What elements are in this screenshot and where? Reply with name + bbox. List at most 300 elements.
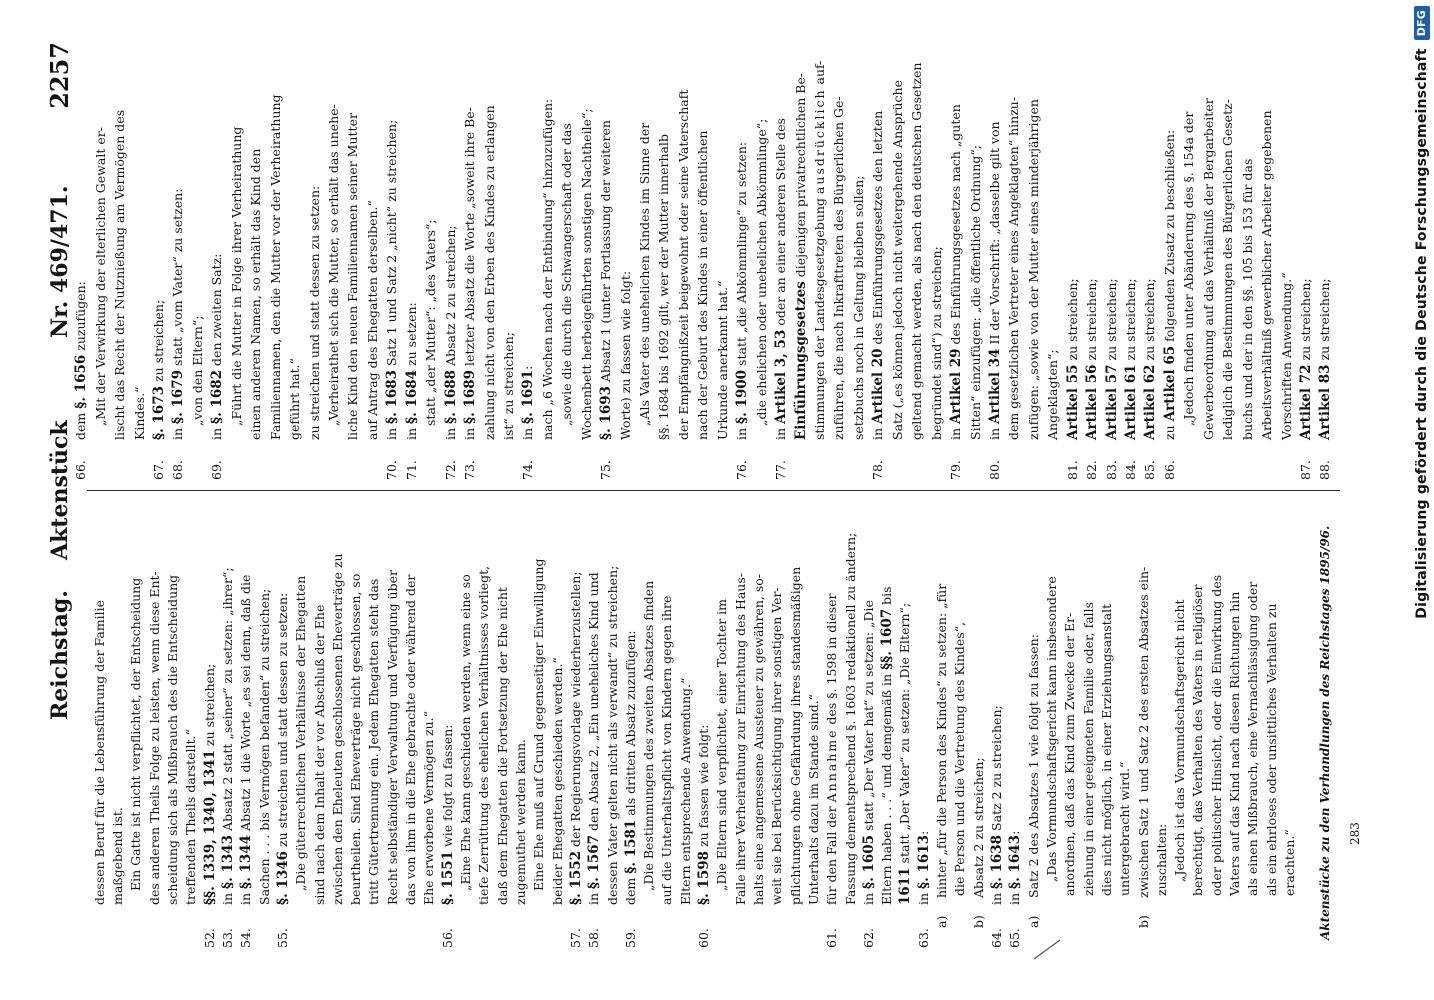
text-segment: Absatz 2 statt „seiner“ zu setzen: „ihrer“; <box>220 567 235 835</box>
text-segment: diejenigen privatrechtlichen Be- <box>792 72 808 282</box>
document-line <box>237 490 255 960</box>
bold-reference: §. 1683 <box>384 369 401 424</box>
text-segment: stimmungen der Landesgesetzgebung <box>812 194 828 440</box>
line-text <box>567 572 585 905</box>
text-segment: als einen Mißbrauch, eine Vernachlässigung oder <box>1245 581 1261 896</box>
document-line <box>127 490 145 960</box>
line-text <box>1277 272 1296 440</box>
text-segment: : <box>915 830 931 835</box>
document-line <box>343 40 362 490</box>
document-line <box>654 40 673 490</box>
line-text <box>654 134 673 440</box>
document-line <box>752 40 771 490</box>
document-line <box>365 490 383 960</box>
line-text <box>457 574 475 891</box>
text-segment: zu streichen; <box>151 299 167 386</box>
text-segment: „Die Bestimmungen des zweiten Absatzes finden <box>641 580 657 891</box>
bold-reference: §. 1598 <box>696 850 713 905</box>
text-segment: Kindes.“ <box>131 386 147 440</box>
text-segment: „Als Vater des unehelichen Kindes im Sinne der <box>637 122 653 426</box>
line-text <box>805 694 823 905</box>
text-segment: begründet sind“) zu streichen; <box>928 246 944 440</box>
text-segment: nach „6 Wochen nach der Entbindung“ hinzuzufügen: <box>539 98 555 440</box>
item-number: 61. <box>824 928 840 948</box>
document-line <box>829 40 848 490</box>
item-number: 83. <box>1103 460 1119 480</box>
line-text <box>499 332 518 440</box>
line-text <box>713 281 732 440</box>
line-text <box>1160 130 1180 440</box>
line-text <box>849 176 868 440</box>
document-line <box>970 490 988 960</box>
line-text <box>518 366 538 440</box>
line-text <box>693 131 712 440</box>
item-number: 77. <box>773 460 789 480</box>
document-line <box>732 490 750 960</box>
bold-reference: §. 1605 <box>860 834 877 889</box>
line-text <box>1171 599 1189 882</box>
bold-reference: 1611 <box>897 867 914 905</box>
text-segment: Sitten“ einzufügen: „die öffentliche Ordnung“; <box>967 145 983 440</box>
document-line <box>622 490 640 960</box>
sub-item-label: a) <box>934 915 950 928</box>
line-text <box>460 107 480 440</box>
document-line <box>274 490 292 960</box>
text-segment: dies nicht möglich, in einer Erziehungsanstalt <box>1098 603 1114 896</box>
document-line <box>1082 40 1101 490</box>
bold-reference: §. 1551 <box>439 850 456 905</box>
funding-strip <box>1412 6 1432 994</box>
bold-reference: §§. 1607 <box>879 608 896 670</box>
line-text <box>305 186 324 440</box>
text-segment: in <box>948 423 964 440</box>
document-line <box>110 40 129 490</box>
document-line <box>750 490 768 960</box>
document-line <box>966 40 985 490</box>
document-line <box>635 40 654 490</box>
text-segment: untergebracht wird.“ <box>1117 761 1133 896</box>
document-line <box>363 40 382 490</box>
document-line <box>1218 40 1237 490</box>
text-segment: des Einführungsgesetzes den letzten <box>870 110 886 349</box>
text-segment: hinter „für die Person des Kindes“ zu setzen: „für <box>934 583 950 898</box>
line-text <box>1218 99 1237 440</box>
text-segment: letzter Absatz die Worte „soweit ihre Be- <box>462 107 478 370</box>
bold-reference: Artikel 83 <box>1317 364 1334 440</box>
document-line <box>988 490 1006 960</box>
text-segment: Sachen . . . bis Vermögen befanden“ zu streichen; <box>256 588 272 905</box>
item-number: 84. <box>1123 460 1139 480</box>
text-segment: in <box>1007 888 1023 905</box>
document-line <box>1024 40 1043 490</box>
document-line <box>329 490 347 960</box>
document-line <box>256 490 274 960</box>
text-segment: Ehe erworbene Vermögen zu.“ <box>421 711 437 905</box>
text-segment: Absatz 2 zu streichen; <box>970 757 986 898</box>
bold-reference: §. 1344 <box>238 834 255 889</box>
item-number: 66. <box>73 460 89 480</box>
bold-reference: §. 1656 <box>73 354 90 409</box>
text-segment: zu fassen wie folgt: <box>696 724 712 851</box>
item-number: 82. <box>1084 460 1100 480</box>
text-segment: Annahme <box>824 728 840 803</box>
line-text <box>365 579 383 905</box>
text-segment: Unterhalts dazu im Stande sind.“ <box>805 693 821 905</box>
text-segment: in <box>220 888 235 905</box>
item-number: 62. <box>860 928 876 948</box>
line-text <box>439 725 457 905</box>
document-line <box>1116 490 1134 960</box>
document-line <box>71 40 90 490</box>
document-line <box>266 40 285 490</box>
document-line <box>1199 40 1218 490</box>
text-segment: auf Antrag des Ehegatten derselben.“ <box>364 200 380 440</box>
line-text <box>1043 349 1062 440</box>
dfg-logo-icon: DFG <box>1414 6 1430 40</box>
line-text <box>750 574 768 905</box>
line-text <box>1208 575 1226 896</box>
item-number: 54. <box>238 928 254 948</box>
line-text <box>329 553 347 905</box>
text-segment: zu <box>1161 421 1177 440</box>
text-segment: zu setzen: <box>403 302 419 370</box>
document-line <box>382 40 401 490</box>
line-text <box>512 739 530 905</box>
text-segment: ziehung in einer geeigneten Familie oder, falls <box>1080 601 1096 896</box>
line-text <box>1226 592 1244 896</box>
text-segment: in <box>403 423 419 440</box>
text-segment: zwischen den Eheleuten geschlossenen Eheverträge zu <box>329 553 345 905</box>
text-segment: Absatz 2 zu streichen; <box>442 225 458 370</box>
document-line <box>823 490 841 960</box>
line-text <box>237 575 255 905</box>
line-text <box>384 570 402 905</box>
text-segment: dem <box>622 873 638 905</box>
document-line <box>475 490 493 960</box>
line-text <box>1063 278 1083 440</box>
bold-reference: §. 1613 <box>915 834 932 889</box>
document-line <box>810 40 829 490</box>
line-text <box>713 599 731 891</box>
document-line <box>91 490 109 960</box>
document-line <box>347 490 365 960</box>
document-line <box>480 40 499 490</box>
bold-reference: Artikel 29 <box>948 348 965 424</box>
line-text <box>1025 634 1043 898</box>
item-number: 86. <box>1161 460 1177 480</box>
text-segment: „Jedoch finden unter Abänderung des §. 154a der <box>1181 111 1197 426</box>
document-line <box>207 40 226 490</box>
text-segment: Vaters auf das Kind nach diesen Richtungen hin <box>1227 591 1243 896</box>
document-line <box>1061 490 1079 960</box>
page-number: 2257 <box>45 42 74 109</box>
document-line <box>1006 490 1024 960</box>
line-text <box>557 123 576 426</box>
text-segment: anordnen, daß das Kind zum Zwecke der Er- <box>1062 612 1078 896</box>
line-text <box>1080 602 1098 896</box>
line-text <box>622 630 640 905</box>
text-segment: des §. 1598 in dieser <box>824 593 840 729</box>
document-line <box>732 40 751 490</box>
document-line <box>896 490 914 960</box>
line-text <box>658 596 676 905</box>
line-text <box>1179 112 1198 426</box>
document-line <box>188 40 207 490</box>
line-text <box>1024 99 1043 440</box>
line-text <box>382 120 402 440</box>
text-segment: „Jedoch ist das Vormundschaftsgericht nicht <box>1172 599 1188 882</box>
line-text <box>768 587 786 905</box>
line-text <box>1244 582 1262 896</box>
item-number: 78. <box>870 460 886 480</box>
line-text <box>494 587 512 905</box>
text-segment: in <box>462 423 478 440</box>
text-segment: Arbeitsverhältniß gewerblicher Arbeiter gegebenen <box>1259 110 1275 440</box>
line-text <box>347 574 365 905</box>
document-line <box>677 490 695 960</box>
line-text <box>311 605 329 905</box>
item-number: 73. <box>462 460 478 480</box>
text-segment: zu streichen; <box>1317 278 1333 365</box>
text-segment: Ein Gatte ist nicht verpflichtet, der Entscheidung <box>128 577 144 891</box>
text-segment: lischt das Recht der Nutznießung am Vermögen des <box>112 109 128 440</box>
line-text <box>164 575 182 905</box>
text-segment: in <box>986 423 1002 440</box>
text-segment: zugemuthet werden kann. <box>512 738 528 905</box>
document-line <box>1063 40 1082 490</box>
line-text <box>878 586 896 905</box>
document-line <box>1244 490 1262 960</box>
text-segment: geführt hat.“ <box>287 358 303 440</box>
text-segment: zuführen, die nach Inkrafttreten des Bürgerlichen Ge- <box>831 96 847 440</box>
document-line <box>1171 490 1189 960</box>
line-text <box>674 90 693 440</box>
item-number: 56. <box>439 928 455 948</box>
document-line <box>530 490 548 960</box>
line-text <box>109 807 127 905</box>
document-line <box>1153 490 1171 960</box>
document-line <box>933 490 951 960</box>
text-segment: in <box>870 423 886 440</box>
item-number: 70. <box>384 460 400 480</box>
item-number: 64. <box>989 928 1005 948</box>
line-text <box>585 572 603 905</box>
text-segment: Satz 2 zu streichen; <box>989 705 1005 835</box>
item-number: 76. <box>734 460 750 480</box>
line-text <box>1006 831 1024 905</box>
text-segment: „Die güterrechtlichen Verhältnisse der Ehegatten <box>293 575 309 891</box>
line-text <box>951 622 969 896</box>
text-segment: Eltern haben . . .“ und demgemäß in <box>879 669 895 905</box>
document-line <box>182 490 200 960</box>
document-line <box>951 490 969 960</box>
text-segment: Angeklagten“; <box>1045 349 1061 440</box>
item-number: 68. <box>170 460 186 480</box>
bold-reference: §. 1346 <box>274 850 291 905</box>
text-segment: dem <box>73 408 89 440</box>
document-line <box>1004 40 1023 490</box>
text-segment: tritt Gütertrennung ein. Jedem Ehegatten steht das <box>366 578 382 905</box>
bold-reference: §. 1673 <box>151 385 168 440</box>
text-segment: des anderen Theils Folge zu leisten, wenn diese Ent- <box>146 571 162 905</box>
bold-reference: Artikel 62 <box>1142 364 1159 440</box>
text-segment: zuschalten: <box>1153 823 1169 896</box>
document-line <box>324 40 343 490</box>
bold-reference: Artikel 61 <box>1123 364 1140 440</box>
text-segment: der Regierungsvorlage wiederherzustellen; <box>567 571 583 851</box>
line-text <box>927 246 946 440</box>
bold-reference: §. 1679 <box>170 369 187 424</box>
text-segment: nach der Geburt des Kindes in einer öffentlichen <box>695 130 711 440</box>
text-segment: daß dem Ehegatten die Fortsetzung der Ehe nicht <box>494 587 510 905</box>
line-text <box>441 225 461 440</box>
text-segment: zwischen Satz 1 und Satz 2 des ersten Absatzes ein- <box>1135 566 1151 898</box>
line-text <box>988 705 1006 905</box>
line-text <box>480 105 499 440</box>
text-segment: wie folgt zu fassen: <box>439 724 455 851</box>
line-text <box>1189 585 1207 896</box>
text-segment: buchs und der in den §§. 105 bis 153 für das <box>1239 158 1255 440</box>
text-segment: statt „Der Vater“ zu setzen: „Die Eltern“; <box>897 602 913 868</box>
text-segment: oder an einer anderen Stelle des <box>773 118 789 330</box>
text-segment: in <box>170 423 186 440</box>
text-segment: „Die Eltern sind verpflichtet, einer Tochter im <box>714 598 730 891</box>
document-line <box>538 40 557 490</box>
text-segment: auf die Unterhaltspflicht von Kindern gegen ihre <box>659 595 675 905</box>
line-text <box>933 584 951 898</box>
text-segment: Urkunde anerkannt hat.“ <box>714 280 730 440</box>
document-line <box>1238 40 1257 490</box>
pencil-mark <box>1030 938 1062 960</box>
document-line <box>149 40 168 490</box>
text-segment: in <box>238 888 254 905</box>
text-segment: : <box>1007 830 1023 835</box>
text-segment: des Einführungsgesetzes nach „guten <box>948 104 964 349</box>
footer-reference: Aktenstücke zu den Verhandlungen des Reichstages 1895/96. <box>1318 525 1332 940</box>
line-text <box>1098 604 1116 896</box>
document-line <box>1080 490 1098 960</box>
line-text <box>292 576 310 891</box>
document-line <box>915 490 933 960</box>
text-segment: „Das Vormundschaftsgericht kann insbesondere <box>1043 576 1059 882</box>
document-line <box>441 40 460 490</box>
document-line <box>285 40 304 490</box>
line-text <box>787 567 805 905</box>
document-line <box>674 40 693 490</box>
bold-reference: §. 1638 <box>989 834 1006 889</box>
document-line <box>567 490 585 960</box>
item-number: 57. <box>567 928 583 948</box>
document-line <box>494 490 512 960</box>
document-line <box>946 40 965 490</box>
line-text <box>266 94 285 440</box>
line-text <box>791 73 811 440</box>
line-text <box>596 120 616 440</box>
text-segment: den Absatz 2, „Ein uneheliches Kind und <box>586 572 602 835</box>
line-text <box>324 104 343 426</box>
text-segment: statt „Der Vater hat“ zu setzen: „Die <box>860 600 876 835</box>
item-number: 85. <box>1142 460 1158 480</box>
bold-reference: Artikel 20 <box>870 348 887 424</box>
text-segment: „Verheirathet sich die Mutter, so erhält das unehe- <box>326 104 342 426</box>
text-segment: in <box>586 888 602 905</box>
text-segment: Wochenbett herbeigeführten sonstigen Nachtheile“; <box>578 108 594 440</box>
line-text <box>1140 278 1160 440</box>
line-text <box>1135 567 1153 898</box>
text-segment: dem gesetzlichen Vertreter eines Angeklagten“ hinzu- <box>1006 96 1022 440</box>
document-line <box>1160 40 1179 490</box>
document-line <box>384 490 402 960</box>
text-segment: Satz 2 des Absatzes 1 wie folgt zu fassen: <box>1025 634 1041 898</box>
document-line <box>439 490 457 960</box>
document-line <box>146 490 164 960</box>
sub-item-label: b) <box>970 915 986 928</box>
item-number: 55. <box>274 928 290 948</box>
text-segment: statt „vom Vater“ zu setzen: <box>170 188 186 370</box>
text-segment: statt „der Mutter“: „des Vaters“; <box>423 219 439 426</box>
document-line <box>421 40 440 490</box>
document-line <box>658 490 676 960</box>
document-line <box>1043 40 1062 490</box>
text-segment: in <box>915 888 931 905</box>
text-segment: auf- <box>812 60 828 89</box>
header-document-number: Nr. 469/471. <box>47 185 73 338</box>
text-segment: Vorschriften Anwendung.“ <box>1278 272 1294 440</box>
line-text <box>1296 278 1316 440</box>
text-segment: Gewerbeordnung auf das Verhältniß der Bergarbeiter <box>1200 98 1216 440</box>
document-line <box>616 40 635 490</box>
document-line <box>713 490 731 960</box>
document-line <box>402 490 420 960</box>
line-text <box>860 600 878 905</box>
item-number: 63. <box>915 928 931 948</box>
text-segment: für den Fall der <box>824 802 840 905</box>
document-line <box>1226 490 1244 960</box>
document-line <box>130 40 149 490</box>
document-line <box>292 490 310 960</box>
document-line <box>1025 490 1043 960</box>
document-line <box>860 490 878 960</box>
document-line <box>768 490 786 960</box>
text-segment: zu streichen und statt dessen zu setzen: <box>306 185 322 440</box>
text-segment: pflichtungen ohne Gefährdung ihres standesmäßigen <box>787 566 803 905</box>
bold-reference: Artikel 57 <box>1103 364 1120 440</box>
sub-item-label: a) <box>1025 915 1041 928</box>
text-segment: Worte) zu fassen wie folgt: <box>617 270 633 440</box>
text-segment: zahlung nicht von den Erben des Kindes zu erlangen <box>481 105 497 440</box>
sub-item-label: b) <box>1135 915 1151 928</box>
text-segment: lediglich die Bestimmungen des Bürgerlichen Gesetz- <box>1220 99 1236 440</box>
line-text <box>1121 278 1141 440</box>
bold-reference: Artikel 56 <box>1084 364 1101 440</box>
line-text <box>888 80 907 440</box>
bold-reference: §. 1900 <box>734 369 751 424</box>
text-segment: den zweiten Satz: <box>209 253 225 370</box>
line-text <box>1281 829 1299 896</box>
document-line <box>1315 40 1334 490</box>
document-line <box>1135 490 1153 960</box>
line-text <box>146 571 164 905</box>
text-segment: oder politischer Hinsicht, oder die Einwirkung des <box>1208 574 1224 896</box>
document-line <box>1257 40 1276 490</box>
right-text-column <box>71 40 1337 490</box>
line-text <box>732 573 750 905</box>
document-line <box>109 490 127 960</box>
line-text <box>1102 278 1122 440</box>
text-segment: ausdrücklich <box>812 88 828 195</box>
line-text <box>420 711 438 905</box>
line-text <box>130 386 149 440</box>
